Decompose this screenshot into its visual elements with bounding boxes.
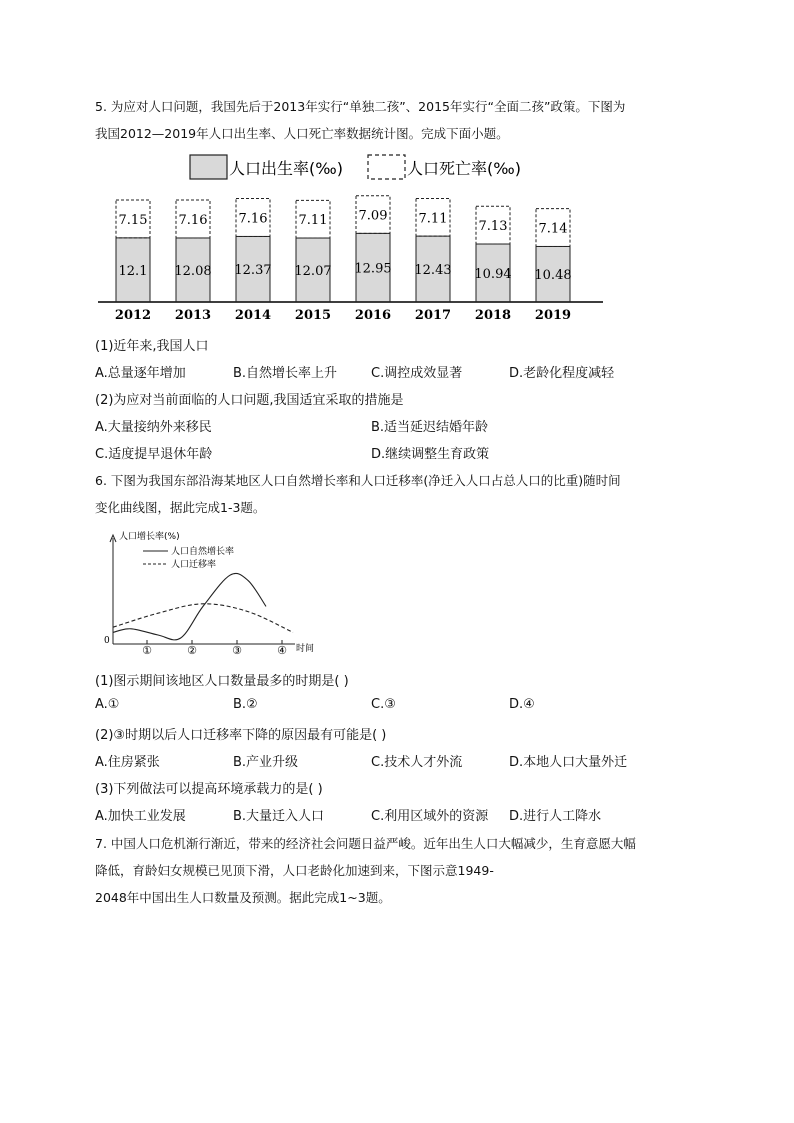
- q6-sub2-option-b[interactable]: B.产业升级: [233, 755, 299, 770]
- legend-label-death: 人口死亡率(‰): [407, 159, 521, 178]
- q5-sub2-option-b[interactable]: B.适当延迟结婚年龄: [371, 420, 489, 435]
- q6-sub2-option-a[interactable]: A.住房紧张: [95, 755, 160, 770]
- q7-intro-line2: 降低，育龄妇女规模已见顶下滑，人口老龄化加速到来，下图示意1949-: [95, 863, 494, 878]
- x-tick-label: ③: [232, 644, 242, 657]
- bar-birth-label: 12.43: [414, 263, 452, 279]
- q5-intro-line2: 我国2012—2019年人口出生率、人口死亡率数据统计图。完成下面小题。: [95, 126, 509, 141]
- x-axis-label: 时间: [296, 644, 315, 654]
- bar-death-label: 7.14: [538, 221, 568, 237]
- q5-sub2-option-a[interactable]: A.大量接纳外来移民: [95, 420, 212, 435]
- legend-swatch-birth: [190, 155, 227, 179]
- bar-birth-label: 12.37: [234, 263, 272, 279]
- q6-sub3-option-c[interactable]: C.利用区域外的资源: [371, 809, 489, 824]
- q5-sub1-option-a[interactable]: A.总量逐年增加: [95, 366, 186, 381]
- q6-sub3-option-b[interactable]: B.大量迁入人口: [233, 809, 325, 824]
- q7-intro-line3: 2048年中国出生人口数量及预测。据此完成1~3题。: [95, 890, 391, 905]
- q5-intro-line1: 5. 为应对人口问题，我国先后于2013年实行“单独二孩”、2015年实行“全面二孩”政策。下图为: [95, 99, 626, 114]
- x-tick-label: 2017: [414, 308, 452, 323]
- x-tick-label: 2013: [174, 308, 212, 323]
- q6-sub3-option-a[interactable]: A.加快工业发展: [95, 809, 186, 824]
- q5-sub1-option-d[interactable]: D.老龄化程度减轻: [509, 366, 615, 381]
- legend-label-natural: 人口自然增长率: [171, 547, 235, 557]
- x-tick-label: 2016: [354, 308, 392, 323]
- x-tick-label: ④: [277, 644, 287, 657]
- chart-legend: [190, 155, 521, 179]
- x-tick-label: 2018: [474, 308, 512, 323]
- q5-sub1-stem: (1)近年来,我国人口: [95, 339, 209, 354]
- legend-label-birth: 人口出生率(‰): [229, 159, 343, 178]
- chart-bars: [116, 196, 572, 302]
- q6-sub2-stem: (2)③时期以后人口迁移率下降的原因最有可能是( ): [95, 728, 387, 743]
- natural-growth-curve: [113, 573, 266, 639]
- q5-sub2-option-d[interactable]: D.继续调整生育政策: [371, 447, 490, 462]
- bar-death-label: 7.09: [358, 208, 388, 224]
- q6-sub1-option-c[interactable]: C.③: [371, 697, 396, 712]
- q6-sub2-option-c[interactable]: C.技术人才外流: [371, 755, 463, 770]
- q6-sub1-stem: (1)图示期间该地区人口数量最多的时期是( ): [95, 674, 349, 689]
- q6-sub1-option-a[interactable]: A.①: [95, 697, 120, 712]
- q5-sub1-option-b[interactable]: B.自然增长率上升: [233, 366, 338, 381]
- bar-death-label: 7.16: [238, 211, 268, 227]
- q6-sub1-option-b[interactable]: B.②: [233, 697, 258, 712]
- q6-sub2-option-d[interactable]: D.本地人口大量外迁: [509, 755, 628, 770]
- bar-death-label: 7.15: [118, 212, 148, 228]
- population-growth-curve-chart: [100, 528, 330, 660]
- q6-intro-line1: 6. 下图为我国东部沿海某地区人口自然增长率和人口迁移率(净迁入人口占总人口的比重)随时间: [95, 473, 621, 488]
- legend-swatch-death: [368, 155, 405, 179]
- x-axis-ticks: [142, 640, 287, 657]
- x-tick-label: ①: [142, 644, 152, 657]
- bar-death-label: 7.11: [418, 211, 448, 227]
- bar-birth-label: 10.48: [534, 268, 572, 284]
- x-tick-label: 2015: [294, 308, 332, 323]
- q6-sub3-stem: (3)下列做法可以提高环境承载力的是( ): [95, 782, 323, 797]
- migration-rate-curve: [113, 604, 293, 633]
- bar-birth-label: 12.07: [294, 264, 332, 280]
- x-tick-label: 2014: [234, 308, 272, 323]
- bar-birth-label: 10.94: [474, 267, 512, 283]
- q5-sub1-option-c[interactable]: C.调控成效显著: [371, 366, 463, 381]
- chart-lines: [113, 573, 293, 639]
- x-axis-ticks: [115, 308, 571, 323]
- q7-intro-line1: 7. 中国人口危机渐行渐近，带来的经济社会问题日益严峻。近年出生人口大幅减少，生育意愿大幅: [95, 836, 636, 851]
- q6-sub3-option-d[interactable]: D.进行人工降水: [509, 809, 602, 824]
- x-tick-label: 2012: [114, 308, 152, 323]
- origin-label: 0: [104, 636, 110, 646]
- y-axis-label: 人口增长率(%): [119, 532, 180, 542]
- bar-birth-label: 12.08: [174, 263, 212, 279]
- x-tick-label: ②: [187, 644, 197, 657]
- bar-birth-label: 12.1: [118, 263, 148, 279]
- bar-death-label: 7.16: [178, 213, 208, 229]
- x-tick-label: 2019: [534, 308, 572, 323]
- q6-sub1-option-d[interactable]: D.④: [509, 697, 535, 712]
- q5-sub2-option-c[interactable]: C.适度提早退休年龄: [95, 447, 213, 462]
- bar-death-label: 7.13: [478, 219, 508, 235]
- legend-label-migration: 人口迁移率: [171, 560, 217, 570]
- bar-birth-label: 12.95: [354, 261, 392, 277]
- birth-death-rate-chart: [95, 150, 615, 330]
- bar-death-label: 7.11: [298, 213, 328, 229]
- q6-intro-line2: 变化曲线图，据此完成1-3题。: [95, 500, 266, 515]
- q5-sub2-stem: (2)为应对当前面临的人口问题,我国适宜采取的措施是: [95, 393, 404, 408]
